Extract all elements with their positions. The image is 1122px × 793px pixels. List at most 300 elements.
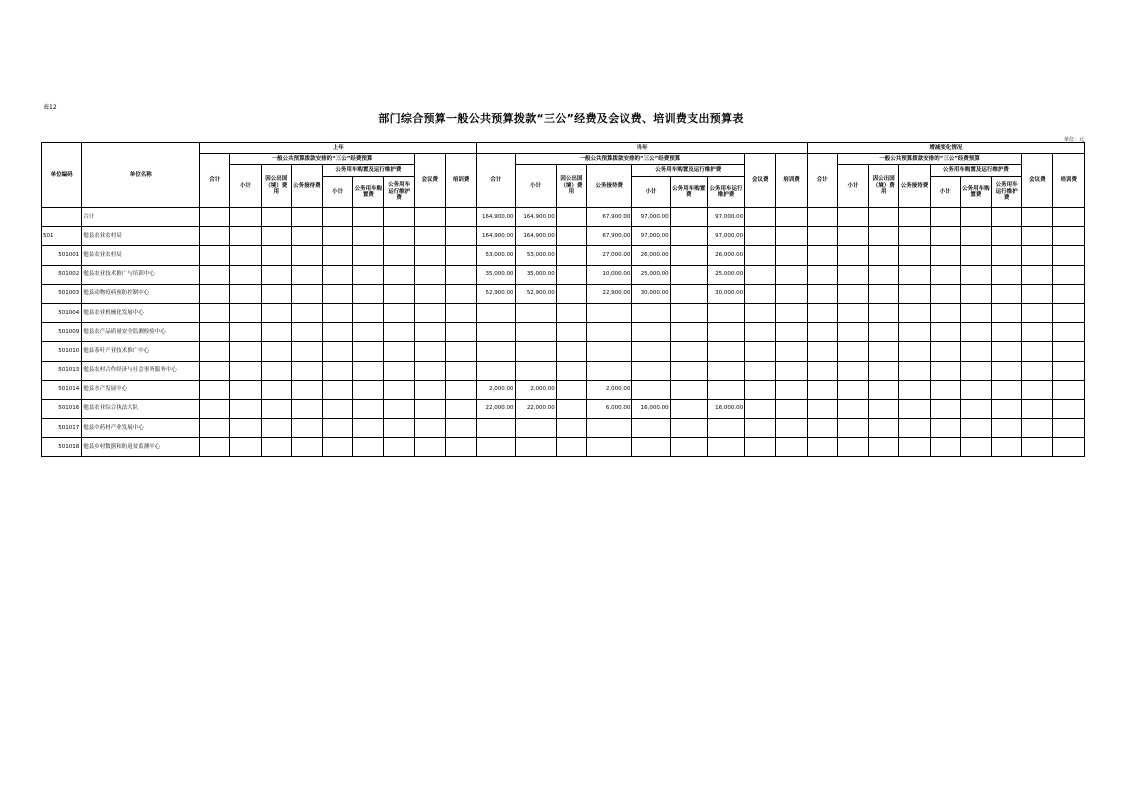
cell-prev-year xyxy=(230,342,261,361)
cell-change xyxy=(960,227,991,246)
table-row xyxy=(42,303,1085,322)
table-row xyxy=(42,399,1085,418)
cell-prev-year xyxy=(291,208,322,227)
header-prev-year: 上年 xyxy=(200,143,477,154)
cell-change xyxy=(869,342,899,361)
cell-change xyxy=(960,380,991,399)
cell-prev-year xyxy=(445,303,476,322)
cell-change xyxy=(930,438,960,457)
cell-change xyxy=(1053,438,1085,457)
cell-prev-year xyxy=(200,265,230,284)
cell-change xyxy=(807,380,837,399)
cell-curr-year: 164,900.00 xyxy=(477,227,515,246)
cell-prev-year xyxy=(384,303,414,322)
table-row xyxy=(42,208,1085,227)
table-number-label: 表12 xyxy=(43,104,57,111)
cell-prev-year xyxy=(230,380,261,399)
cell-curr-year: 10,000.00 xyxy=(587,265,632,284)
cell-prev-year xyxy=(414,284,445,303)
cell-change xyxy=(837,246,868,265)
cell-curr-year xyxy=(587,438,632,457)
cell-prev-year xyxy=(261,438,291,457)
cell-change xyxy=(899,380,930,399)
cell-prev-year xyxy=(291,303,322,322)
header-change-subtotal: 小计 xyxy=(837,165,868,208)
cell-change xyxy=(837,284,868,303)
cell-prev-year xyxy=(230,208,261,227)
header-curr-vehicle-purchase: 公务用车购置费 xyxy=(670,177,707,208)
cell-curr-year: 97,000.00 xyxy=(707,227,744,246)
cell-change xyxy=(992,323,1022,342)
cell-curr-year xyxy=(776,438,807,457)
cell-curr-year xyxy=(745,227,776,246)
cell-prev-year xyxy=(323,227,353,246)
cell-prev-year xyxy=(291,323,322,342)
cell-curr-year xyxy=(776,342,807,361)
cell-change xyxy=(930,208,960,227)
cell-prev-year xyxy=(230,399,261,418)
cell-prev-year xyxy=(445,438,476,457)
header-prev-vehicle-subtotal: 小计 xyxy=(323,177,353,208)
cell-change xyxy=(992,208,1022,227)
cell-prev-year xyxy=(200,303,230,322)
cell-prev-year xyxy=(414,303,445,322)
cell-prev-year xyxy=(261,361,291,380)
cell-change xyxy=(869,265,899,284)
cell-curr-year xyxy=(477,323,515,342)
cell-prev-year xyxy=(261,208,291,227)
cell-curr-year: 164,900.00 xyxy=(515,208,556,227)
cell-unit-code: 501010 xyxy=(42,342,82,361)
cell-curr-year xyxy=(556,227,586,246)
header-curr-subtotal: 小计 xyxy=(515,165,556,208)
header-curr-vehicle-operation: 公务用车运行维护费 xyxy=(707,177,744,208)
cell-curr-year xyxy=(587,361,632,380)
cell-change xyxy=(930,265,960,284)
cell-prev-year xyxy=(445,265,476,284)
cell-change xyxy=(930,361,960,380)
table-body xyxy=(42,208,1085,457)
cell-prev-year xyxy=(291,438,322,457)
cell-change xyxy=(930,303,960,322)
cell-prev-year xyxy=(414,438,445,457)
cell-change xyxy=(1022,246,1053,265)
cell-change xyxy=(899,265,930,284)
cell-prev-year xyxy=(414,419,445,438)
cell-prev-year xyxy=(353,361,384,380)
cell-curr-year xyxy=(670,380,707,399)
cell-curr-year: 53,000.00 xyxy=(515,246,556,265)
cell-curr-year xyxy=(707,380,744,399)
table-row xyxy=(42,361,1085,380)
header-prev-vehicle-operation: 公务用车运行维护费 xyxy=(384,177,414,208)
header-code: 单位编码 xyxy=(42,143,82,208)
cell-curr-year xyxy=(556,361,586,380)
cell-curr-year xyxy=(556,399,586,418)
cell-change xyxy=(807,342,837,361)
budget-table xyxy=(41,142,1085,457)
cell-curr-year xyxy=(515,419,556,438)
cell-change xyxy=(807,419,837,438)
cell-change xyxy=(960,342,991,361)
cell-curr-year xyxy=(745,208,776,227)
cell-change xyxy=(837,208,868,227)
cell-change xyxy=(1022,303,1053,322)
cell-curr-year: 22,900.00 xyxy=(587,284,632,303)
cell-curr-year xyxy=(632,380,670,399)
cell-change xyxy=(960,246,991,265)
header-change-vehicle-purchase: 公务用车购置费 xyxy=(960,177,991,208)
cell-prev-year xyxy=(445,246,476,265)
cell-curr-year xyxy=(632,342,670,361)
cell-curr-year xyxy=(632,323,670,342)
header-change-total: 合计 xyxy=(807,154,837,208)
table-row xyxy=(42,227,1085,246)
cell-prev-year xyxy=(353,323,384,342)
cell-change xyxy=(1053,342,1085,361)
cell-change xyxy=(930,399,960,418)
cell-curr-year: 30,000.00 xyxy=(632,284,670,303)
cell-change xyxy=(869,361,899,380)
cell-change xyxy=(992,284,1022,303)
header-curr-vehicle: 公务用车购置及运行维护费 xyxy=(632,165,745,177)
cell-curr-year xyxy=(477,342,515,361)
cell-prev-year xyxy=(384,227,414,246)
cell-prev-year xyxy=(261,265,291,284)
header-change-reception: 公务接待费 xyxy=(899,165,930,208)
cell-curr-year xyxy=(515,438,556,457)
cell-curr-year xyxy=(776,208,807,227)
cell-prev-year xyxy=(414,399,445,418)
cell-change xyxy=(1022,227,1053,246)
cell-curr-year xyxy=(745,323,776,342)
table-row xyxy=(42,419,1085,438)
header-prev-meeting: 会议费 xyxy=(414,154,445,208)
cell-change xyxy=(899,208,930,227)
cell-change xyxy=(960,284,991,303)
cell-curr-year xyxy=(632,438,670,457)
cell-change xyxy=(992,303,1022,322)
cell-change xyxy=(807,438,837,457)
cell-curr-year xyxy=(556,208,586,227)
cell-change xyxy=(899,342,930,361)
cell-prev-year xyxy=(291,284,322,303)
cell-prev-year xyxy=(261,284,291,303)
cell-unit-code: 501003 xyxy=(42,284,82,303)
cell-curr-year xyxy=(745,380,776,399)
cell-curr-year xyxy=(670,323,707,342)
cell-change xyxy=(1053,323,1085,342)
cell-curr-year: 2,000.00 xyxy=(515,380,556,399)
cell-change xyxy=(837,361,868,380)
cell-prev-year xyxy=(200,284,230,303)
cell-curr-year xyxy=(515,361,556,380)
cell-prev-year xyxy=(200,399,230,418)
cell-prev-year xyxy=(445,208,476,227)
cell-prev-year xyxy=(323,284,353,303)
cell-curr-year xyxy=(745,419,776,438)
cell-prev-year xyxy=(323,419,353,438)
cell-curr-year xyxy=(670,208,707,227)
cell-curr-year xyxy=(477,419,515,438)
cell-curr-year: 52,900.00 xyxy=(515,284,556,303)
cell-curr-year xyxy=(776,284,807,303)
cell-change xyxy=(899,227,930,246)
cell-prev-year xyxy=(261,323,291,342)
header-prev-sangong: 一般公共预算拨款安排的“三公”经费预算 xyxy=(230,154,414,165)
table-row xyxy=(42,246,1085,265)
cell-change xyxy=(1022,208,1053,227)
cell-prev-year xyxy=(414,342,445,361)
cell-curr-year xyxy=(745,399,776,418)
cell-prev-year xyxy=(200,419,230,438)
cell-change xyxy=(930,419,960,438)
header-change-vehicle: 公务用车购置及运行维护费 xyxy=(930,165,1022,177)
header-prev-vehicle-purchase: 公务用车购置费 xyxy=(353,177,384,208)
cell-unit-name: 勉县茶叶产业技术推广中心 xyxy=(82,342,200,361)
cell-change xyxy=(899,284,930,303)
cell-curr-year xyxy=(707,438,744,457)
cell-unit-code: 501018 xyxy=(42,438,82,457)
cell-prev-year xyxy=(384,246,414,265)
cell-prev-year xyxy=(384,342,414,361)
cell-prev-year xyxy=(414,246,445,265)
cell-curr-year xyxy=(776,380,807,399)
cell-curr-year xyxy=(670,399,707,418)
header-prev-abroad: 因公出国（境）费用 xyxy=(261,165,291,208)
cell-change xyxy=(1053,265,1085,284)
cell-curr-year xyxy=(477,361,515,380)
cell-change xyxy=(1022,399,1053,418)
cell-prev-year xyxy=(414,227,445,246)
cell-change xyxy=(1022,438,1053,457)
cell-curr-year xyxy=(670,265,707,284)
cell-prev-year xyxy=(445,419,476,438)
cell-curr-year xyxy=(707,361,744,380)
cell-prev-year xyxy=(414,323,445,342)
cell-curr-year xyxy=(477,438,515,457)
cell-change xyxy=(930,323,960,342)
cell-change xyxy=(837,303,868,322)
cell-prev-year xyxy=(445,399,476,418)
cell-unit-name: 勉县农产品质量安全监测检验中心 xyxy=(82,323,200,342)
cell-curr-year xyxy=(587,323,632,342)
cell-change xyxy=(899,419,930,438)
cell-curr-year: 16,000.00 xyxy=(632,399,670,418)
cell-curr-year: 22,000.00 xyxy=(477,399,515,418)
cell-prev-year xyxy=(353,246,384,265)
cell-unit-code: 501004 xyxy=(42,303,82,322)
cell-prev-year xyxy=(414,380,445,399)
cell-prev-year xyxy=(323,399,353,418)
cell-change xyxy=(1022,419,1053,438)
header-curr-total: 合计 xyxy=(477,154,515,208)
cell-change xyxy=(1053,227,1085,246)
cell-curr-year xyxy=(556,246,586,265)
cell-curr-year xyxy=(632,419,670,438)
table-row xyxy=(42,284,1085,303)
cell-change xyxy=(837,227,868,246)
cell-prev-year xyxy=(200,323,230,342)
cell-curr-year: 52,900.00 xyxy=(477,284,515,303)
cell-curr-year xyxy=(670,227,707,246)
cell-prev-year xyxy=(200,227,230,246)
cell-prev-year xyxy=(323,438,353,457)
cell-prev-year xyxy=(323,380,353,399)
cell-change xyxy=(869,323,899,342)
cell-change xyxy=(960,323,991,342)
cell-unit-name: 勉县农业综合执法大队 xyxy=(82,399,200,418)
cell-curr-year xyxy=(556,284,586,303)
cell-change xyxy=(992,380,1022,399)
cell-change xyxy=(869,399,899,418)
cell-change xyxy=(1053,361,1085,380)
cell-curr-year xyxy=(707,342,744,361)
header-curr-vehicle-subtotal: 小计 xyxy=(632,177,670,208)
cell-change xyxy=(1022,323,1053,342)
cell-prev-year xyxy=(353,342,384,361)
cell-change xyxy=(869,227,899,246)
cell-change xyxy=(899,246,930,265)
cell-curr-year: 26,000.00 xyxy=(632,246,670,265)
header-prev-reception: 公务接待费 xyxy=(291,165,322,208)
cell-prev-year xyxy=(291,227,322,246)
cell-change xyxy=(960,208,991,227)
table-row xyxy=(42,342,1085,361)
cell-change xyxy=(992,438,1022,457)
cell-curr-year xyxy=(745,265,776,284)
cell-unit-name: 勉县农村合作经济与社会事务服务中心 xyxy=(82,361,200,380)
cell-prev-year xyxy=(230,419,261,438)
cell-prev-year xyxy=(384,380,414,399)
cell-prev-year xyxy=(353,208,384,227)
cell-unit-code: 501 xyxy=(42,227,82,246)
table-row xyxy=(42,380,1085,399)
cell-change xyxy=(869,246,899,265)
cell-prev-year xyxy=(445,361,476,380)
cell-change xyxy=(960,361,991,380)
cell-prev-year xyxy=(230,284,261,303)
cell-curr-year: 97,000.00 xyxy=(632,208,670,227)
cell-prev-year xyxy=(230,438,261,457)
cell-curr-year: 164,900.00 xyxy=(515,227,556,246)
cell-prev-year xyxy=(261,399,291,418)
cell-curr-year xyxy=(556,323,586,342)
cell-change xyxy=(807,323,837,342)
cell-curr-year: 30,000.00 xyxy=(707,284,744,303)
cell-change xyxy=(807,361,837,380)
cell-curr-year: 97,000.00 xyxy=(707,208,744,227)
cell-change xyxy=(869,303,899,322)
cell-change xyxy=(1022,284,1053,303)
table-row xyxy=(42,323,1085,342)
cell-prev-year xyxy=(353,227,384,246)
cell-curr-year xyxy=(707,419,744,438)
cell-prev-year xyxy=(384,361,414,380)
cell-prev-year xyxy=(384,419,414,438)
cell-curr-year: 25,000.00 xyxy=(632,265,670,284)
header-prev-vehicle: 公务用车购置及运行维护费 xyxy=(323,165,415,177)
cell-change xyxy=(837,342,868,361)
cell-curr-year xyxy=(587,303,632,322)
cell-prev-year xyxy=(261,246,291,265)
header-curr-abroad: 因公出国（境）费用 xyxy=(556,165,586,208)
cell-curr-year: 35,000.00 xyxy=(477,265,515,284)
cell-curr-year xyxy=(556,342,586,361)
cell-change xyxy=(807,246,837,265)
cell-change xyxy=(837,323,868,342)
cell-curr-year: 22,000.00 xyxy=(515,399,556,418)
cell-unit-code: 501013 xyxy=(42,361,82,380)
cell-curr-year xyxy=(477,303,515,322)
cell-change xyxy=(1053,399,1085,418)
cell-curr-year: 27,000.00 xyxy=(587,246,632,265)
cell-curr-year xyxy=(515,303,556,322)
cell-curr-year xyxy=(670,303,707,322)
cell-unit-code: 501017 xyxy=(42,419,82,438)
cell-curr-year xyxy=(556,438,586,457)
cell-curr-year xyxy=(556,265,586,284)
cell-change xyxy=(992,361,1022,380)
cell-change xyxy=(1053,419,1085,438)
cell-curr-year: 97,000.00 xyxy=(632,227,670,246)
cell-change xyxy=(930,284,960,303)
header-curr-reception: 公务接待费 xyxy=(587,165,632,208)
cell-curr-year: 2,000.00 xyxy=(477,380,515,399)
cell-unit-code: 501014 xyxy=(42,380,82,399)
cell-change xyxy=(1022,265,1053,284)
cell-change xyxy=(992,265,1022,284)
cell-change xyxy=(930,227,960,246)
cell-prev-year xyxy=(291,380,322,399)
header-curr-training: 培训费 xyxy=(776,154,807,208)
cell-prev-year xyxy=(230,323,261,342)
header-prev-total: 合计 xyxy=(200,154,230,208)
cell-curr-year xyxy=(745,303,776,322)
cell-curr-year: 53,000.00 xyxy=(477,246,515,265)
cell-prev-year xyxy=(384,438,414,457)
cell-prev-year xyxy=(353,380,384,399)
unit-label: 单位：元 xyxy=(1063,137,1084,143)
cell-change xyxy=(1053,246,1085,265)
header-change: 增减变化情况 xyxy=(807,143,1084,154)
cell-curr-year xyxy=(670,361,707,380)
cell-prev-year xyxy=(291,265,322,284)
cell-prev-year xyxy=(200,246,230,265)
cell-prev-year xyxy=(200,342,230,361)
cell-prev-year xyxy=(384,208,414,227)
cell-curr-year xyxy=(707,323,744,342)
cell-curr-year xyxy=(632,361,670,380)
cell-change xyxy=(1022,380,1053,399)
cell-change xyxy=(1053,208,1085,227)
header-change-vehicle-operation: 公务用车运行维护费 xyxy=(992,177,1022,208)
cell-prev-year xyxy=(323,246,353,265)
cell-change xyxy=(869,380,899,399)
cell-curr-year xyxy=(745,284,776,303)
cell-unit-name: 合计 xyxy=(82,208,200,227)
cell-curr-year: 16,000.00 xyxy=(707,399,744,418)
cell-curr-year: 2,000.00 xyxy=(587,380,632,399)
cell-prev-year xyxy=(230,246,261,265)
cell-prev-year xyxy=(230,227,261,246)
cell-change xyxy=(869,419,899,438)
cell-unit-name: 勉县动物疫病预防控制中心 xyxy=(82,284,200,303)
cell-unit-code xyxy=(42,208,82,227)
cell-curr-year xyxy=(776,399,807,418)
cell-curr-year: 35,000.00 xyxy=(515,265,556,284)
cell-curr-year xyxy=(515,342,556,361)
